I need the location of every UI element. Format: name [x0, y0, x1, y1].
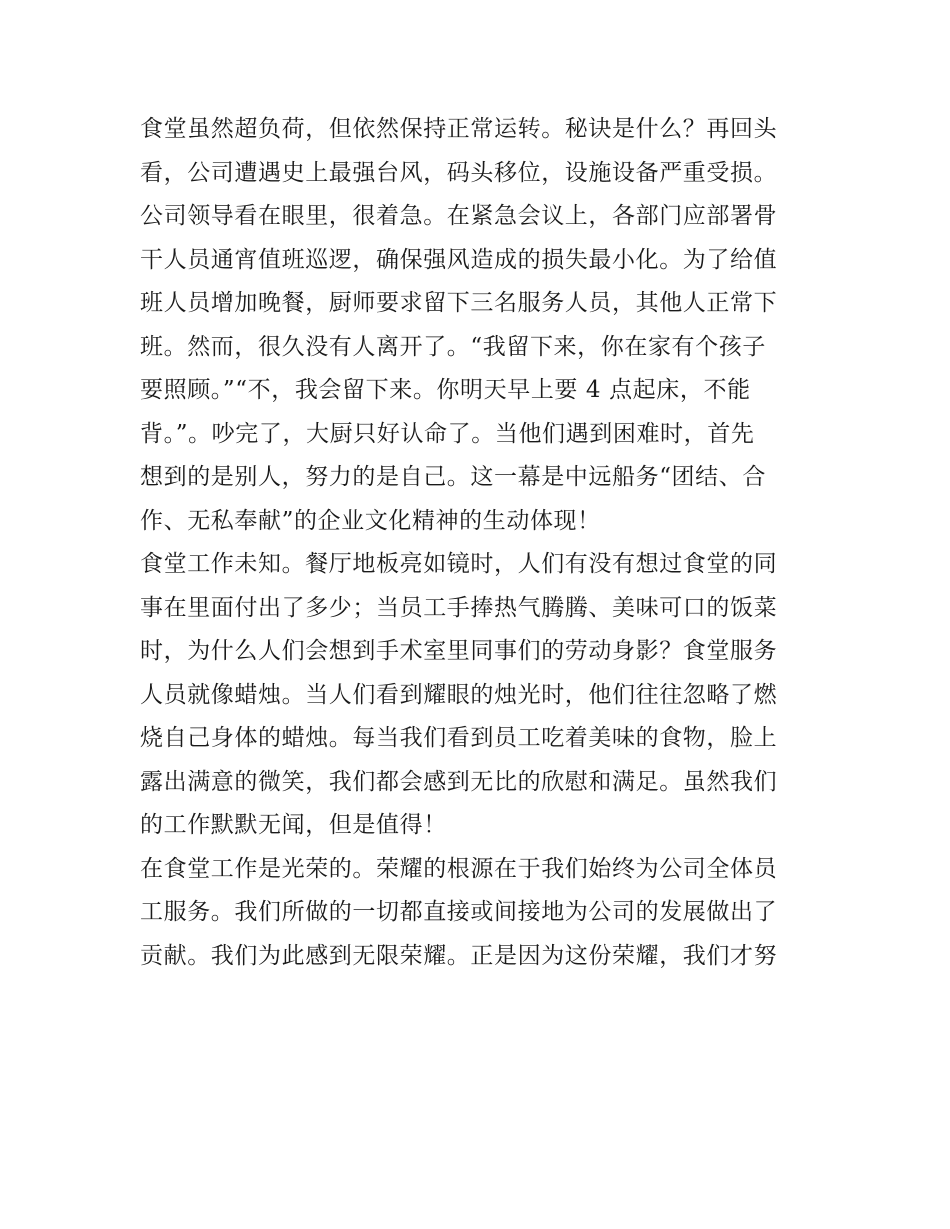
text-line: 烧自己身体的蜡烛。每当我们看到员工吃着美味的食物，脸上 [140, 725, 778, 751]
text-line: 看，公司遭遇史上最强台风，码头移位，设施设备严重受损。 [140, 159, 778, 186]
text-line: 贡献。我们为此感到无限荣耀。正是因为这份荣耀，我们才努 [140, 942, 778, 969]
document-body [140, 108, 820, 978]
text-line: 食堂工作未知。餐厅地板亮如镜时，人们有没有想过食堂的同 [140, 551, 778, 577]
text-line: 时，为什么人们会想到手术室里同事们的劳动身影？食堂服务 [140, 638, 778, 664]
text-line: 的工作默默无闻，但是值得！ [140, 812, 447, 838]
text-line: 事在里面付出了多少；当员工手捧热气腾腾、美味可口的饭菜 [140, 594, 778, 621]
text-line: 要照顾。”“不，我会留下来。你明天早上要 4 点起床，不能 [140, 377, 751, 403]
text-line: 班。然而，很久没有人离开了。“我留下来，你在家有个孩子 [140, 333, 766, 360]
text-line: 人员就像蜡烛。当人们看到耀眼的烛光时，他们往往忽略了燃 [140, 681, 778, 708]
text-line: 背。”。吵完了，大厨只好认命了。当他们遇到困难时，首先 [140, 420, 755, 447]
text-line: 想到的是别人，努力的是自己。这一幕是中远船务“团结、合 [140, 464, 766, 490]
text-line: 公司领导看在眼里，很着急。在紧急会议上，各部门应部署骨 [140, 203, 778, 229]
text-line: 干人员通宵值班巡逻，确保强风造成的损失最小化。为了给值 [140, 246, 778, 273]
text-line: 班人员增加晚餐，厨师要求留下三名服务人员，其他人正常下 [140, 290, 778, 316]
text-line: 作、无私奉献”的企业文化精神的生动体现！ [140, 507, 601, 534]
text-line: 食堂虽然超负荷，但依然保持正常运转。秘诀是什么？再回头 [140, 116, 778, 142]
text-line: 在食堂工作是光荣的。荣耀的根源在于我们始终为公司全体员 [140, 855, 778, 882]
text-line: 工服务。我们所做的一切都直接或间接地为公司的发展做出了 [140, 899, 778, 925]
text-line: 露出满意的微笑，我们都会感到无比的欣慰和满足。虽然我们 [140, 768, 778, 795]
